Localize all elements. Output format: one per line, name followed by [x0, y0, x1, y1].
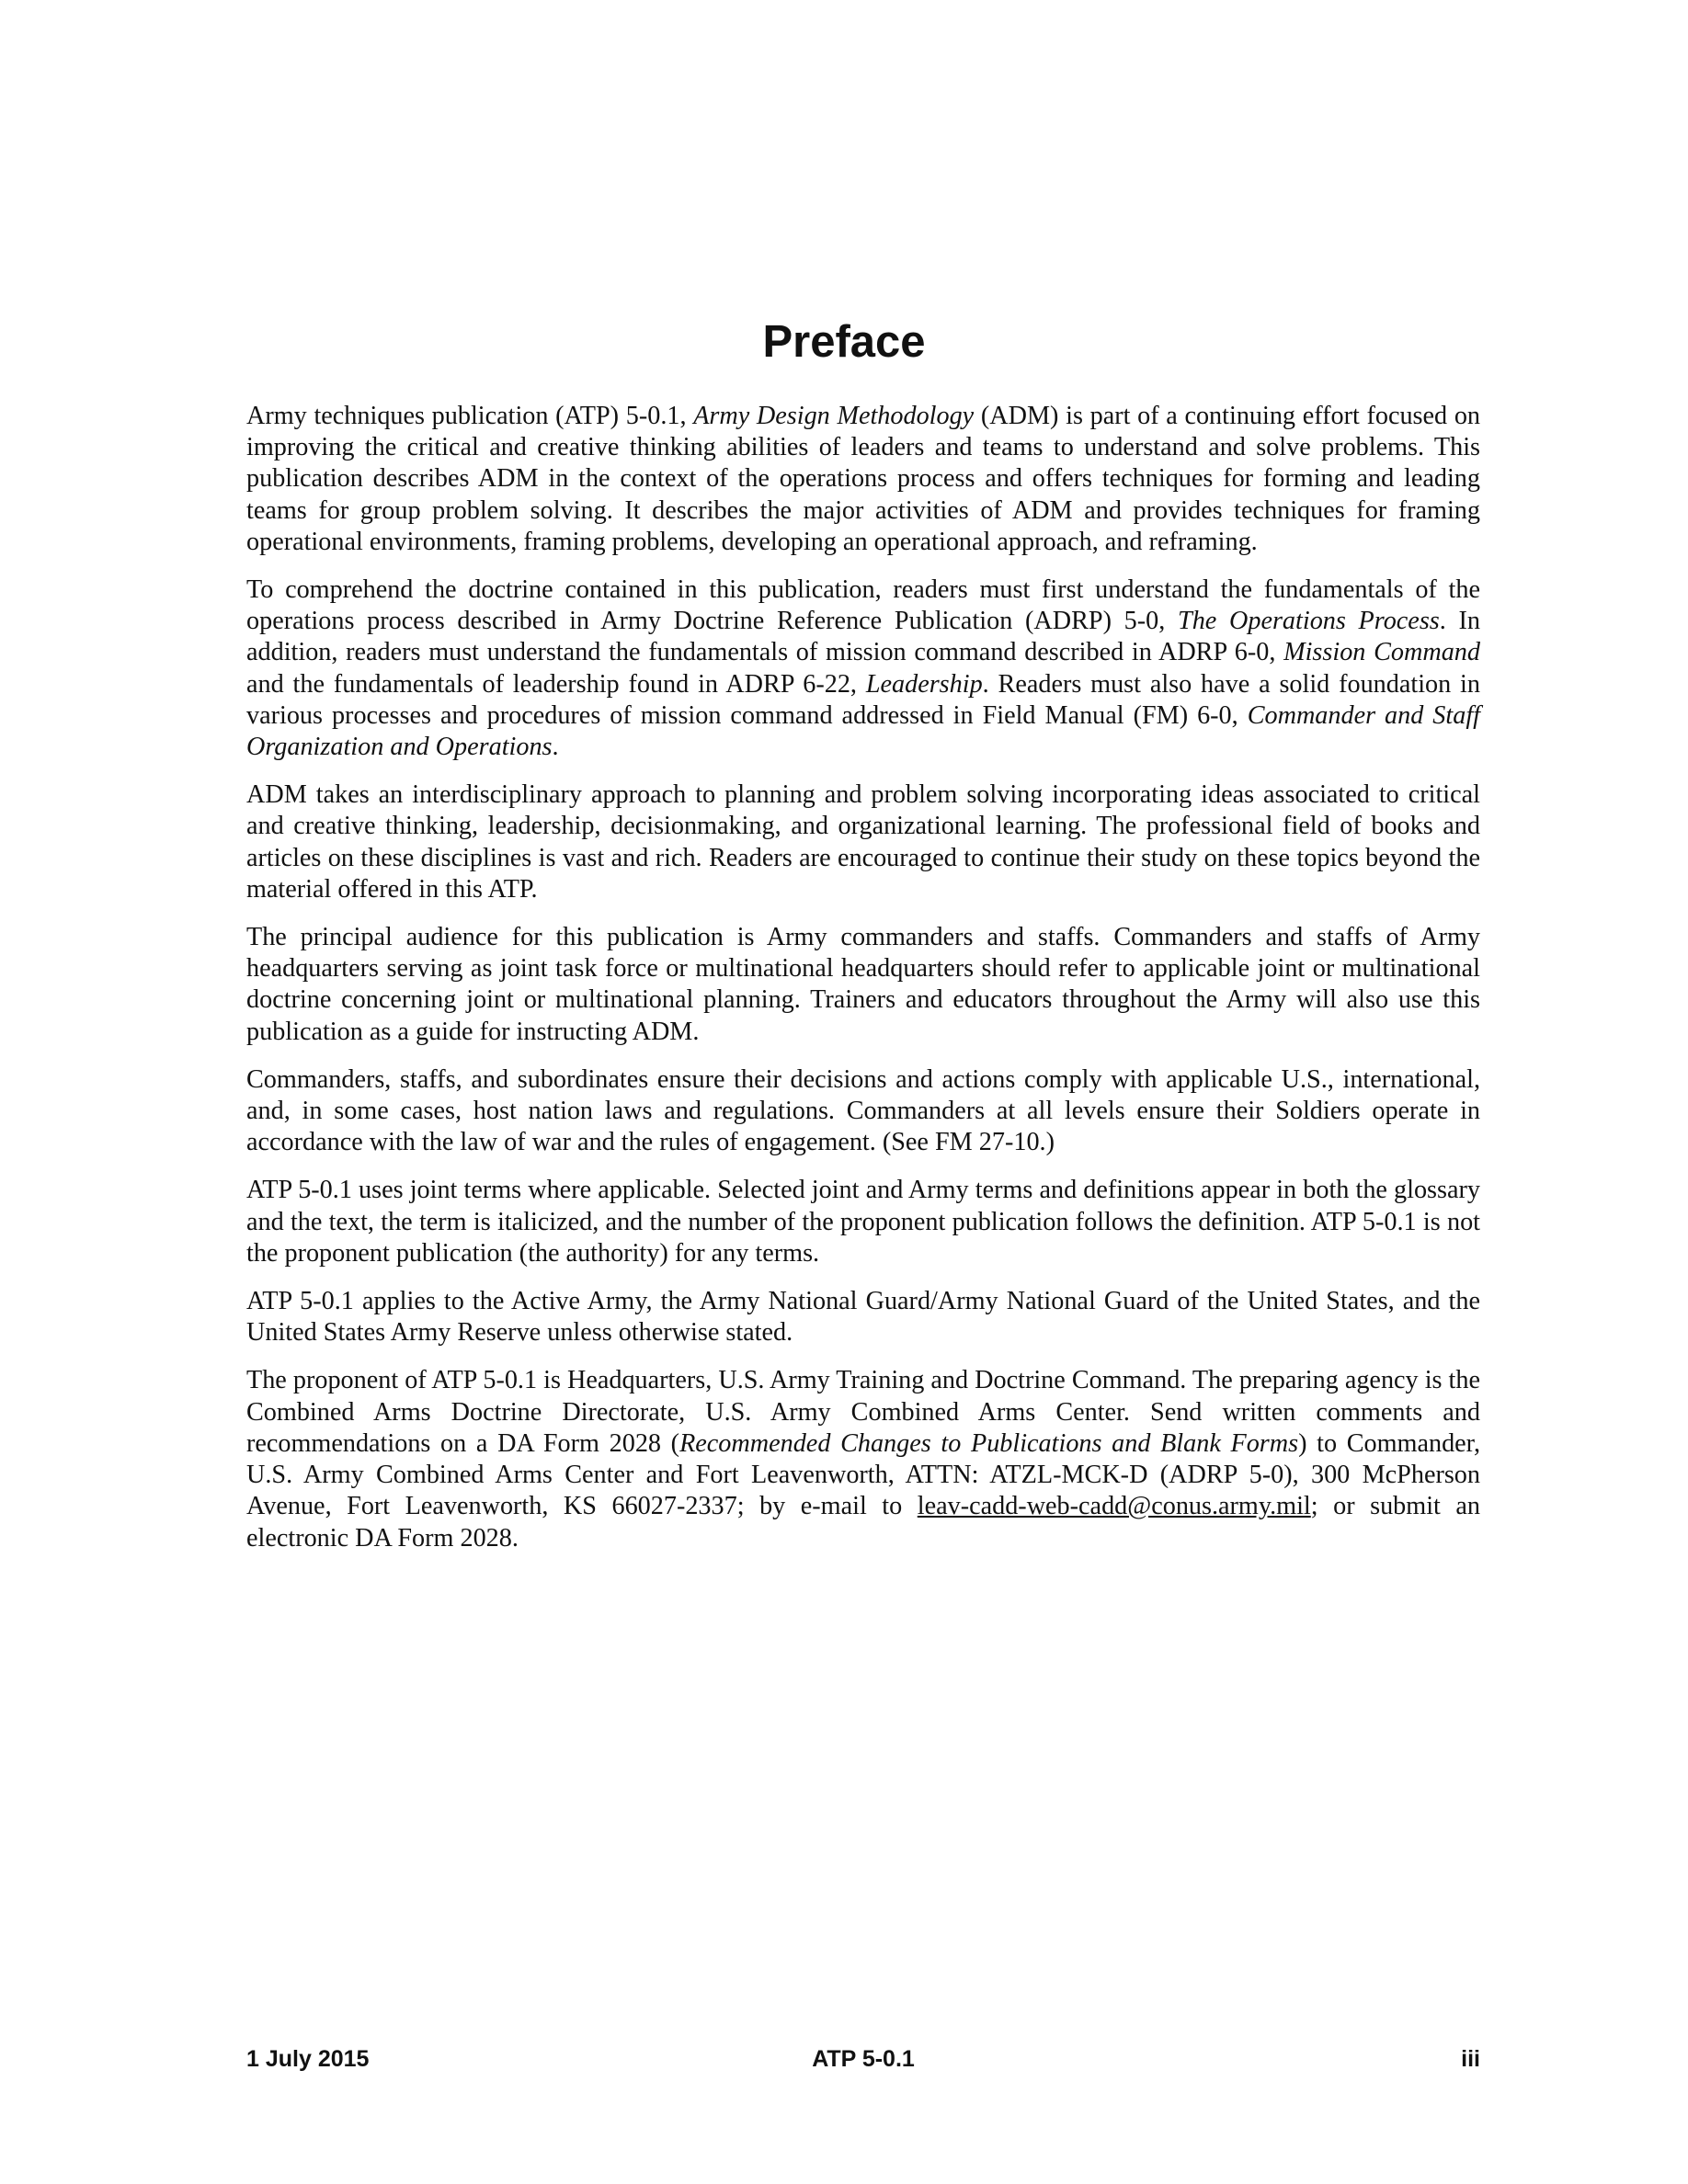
paragraph-approach: ADM takes an interdisciplinary approach to planning and problem solving incorporating ideas associated to critical and creative thinking, leadership, decisionmaking, and organizational learning. The professional field of books and articles on these disciplines is vast and rich. Readers are encouraged to continue their study on these topics beyond the material offered in this ATP.	[246, 780, 1480, 904]
publication-title: Army Design Methodology	[693, 402, 975, 430]
paragraph-legal: Commanders, staffs, and subordinates ensure their decisions and actions comply with applicable U.S., international, and, in some cases, host nation laws and regulations. Commanders at all levels ensure their Soldiers operate in accordance with the law of war and the rules of engagement. (See FM 27-10.)	[246, 1064, 1480, 1157]
form-title: Recommended Changes to Publications and Blank Forms	[679, 1428, 1299, 1458]
publication-title: Leadership	[865, 669, 983, 699]
email-link[interactable]: leav-cadd-web-cadd@conus.army.mil	[917, 1492, 1311, 1521]
publication-title: The Operations Process	[1178, 607, 1440, 636]
paragraph-terms: ATP 5-0.1 uses joint terms where applicable. Selected joint and Army terms and definitions appear in both the glossary and the text, the term is italicized, and the number of the proponent publication follows the definition. ATP 5-0.1 is not the proponent publication (the authority) for any terms.	[246, 1176, 1480, 1268]
paragraph-prerequisites: To comprehend the doctrine contained in this publication, readers must first understand the fundamentals of the operations process described in Army Doctrine Reference Publication (ADRP) 5-0, The Operations Process. In addition, readers must understand the fundamentals of mission command described in ADRP 6-0, Mission Command and the fundamentals of leadership found in ADRP 6-22, Leadership. Readers must also have a solid foundation in various processes and procedures of mission command addressed in Field Manual (FM) 6-0, Commander and Staff Organization and Operations.	[246, 575, 1481, 762]
page-footer	[246, 2042, 1480, 2076]
paragraph-proponent: The proponent of ATP 5-0.1 is Headquarters, U.S. Army Training and Doctrine Command. The preparing agency is the Combined Arms Doctrine Directorate, U.S. Army Combined Arms Center. Send written comments and recommendations on a DA Form 2028 (Recommended Changes to Publications and Blank Forms) to Commander, U.S. Army Combined Arms Center and Fort Leavenworth, ATTN: ATZL-MCK-D (ADRP 5-0), 300 McPherson Avenue, Fort Leavenworth, KS 66027-2337; by e-mail to leav-cadd-web-cadd@conus.army.mil; or submit an electronic DA Form 2028.	[246, 1366, 1480, 1553]
preface-body	[246, 401, 1480, 1571]
paragraph-purpose: Army techniques publication (ATP) 5-0.1, Army Design Methodology (ADM) is part of a continuing effort focused on improving the critical and creative thinking abilities of leaders and teams to understand and solve problems. This publication describes ADM in the context of the operations process and offers techniques for forming and leading teams for group problem solving. It describes the major activities of ADM and provides techniques for framing operational environments, framing problems, developing an operational approach, and reframing.	[246, 402, 1481, 556]
publication-title: Mission Command	[1283, 638, 1480, 667]
publication-title: Commander and Staff Organization and Operations	[246, 700, 1480, 762]
footer-page-number: iii	[1461, 2046, 1480, 2072]
paragraph-audience: The principal audience for this publication is Army commanders and staffs. Commanders and staffs of Army headquarters serving as joint task force or multinational headquarters should refer to applicable joint or multinational doctrine concerning joint or multinational planning. Trainers and educators throughout the Army will also use this publication as a guide for instructing ADM.	[246, 923, 1480, 1046]
page-title: Preface	[762, 317, 926, 367]
paragraph-applicability: ATP 5-0.1 applies to the Active Army, the Army National Guard/Army National Guard of the United States, and the United States Army Reserve unless otherwise stated.	[246, 1287, 1480, 1348]
footer-date: 1 July 2015	[246, 2046, 370, 2072]
footer-publication: ATP 5-0.1	[812, 2046, 915, 2072]
